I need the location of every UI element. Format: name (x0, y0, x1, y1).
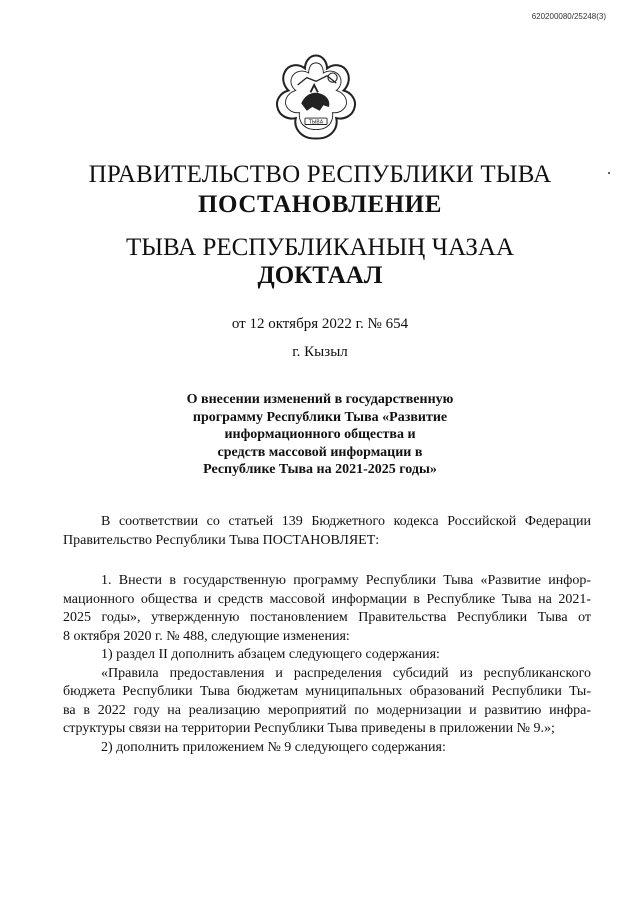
quote-line: структуры связи на территории Республики Тыва приведены в приложении № 9.»; (63, 721, 555, 736)
subject-line: программу Республики Тыва «Развитие (192, 409, 448, 425)
document-id: 620200080/25248(3) (531, 12, 606, 21)
paragraph-line: Правительство Республики Тыва ПОСТАНОВЛЯЕТ: (63, 532, 380, 548)
quote-line: бюджета Республики Тыва бюджетам муниципальных образований Республики Ты- (63, 684, 591, 699)
decree-title: ПОСТАНОВЛЕНИЕ (197, 191, 443, 218)
subject-line: О внесении изменений в государственную (186, 392, 454, 407)
decree-title-tyva: ДОКТААЛ (257, 262, 383, 289)
government-title-tyva: ТЫВА РЕСПУБЛИКАНЫҢ ЧАЗАА (125, 234, 515, 261)
emblem-label: ТЫВА (308, 119, 324, 126)
subject-line: Республике Тыва на 2021-2025 годы» (203, 462, 437, 477)
paragraph-line: В соответствии со статьей 139 Бюджетного кодекса Российской Федерации (101, 514, 591, 529)
intro-paragraph (63, 513, 591, 550)
paragraph-line: 8 октября 2020 г. № 488, следующие изменения: (63, 628, 350, 644)
tyva-emblem-icon (270, 50, 362, 142)
quote-line: ва в 2022 году на реализацию мероприятий по модернизации и развитию инфра- (63, 702, 591, 718)
subject-line: средств массовой информации в (217, 444, 423, 460)
decree-subject (140, 391, 500, 479)
sub-item-2: 2) дополнить приложением № 9 следующего содержания: (101, 739, 446, 755)
sub-item-1: 1) раздел II дополнить абзацем следующего содержания: (101, 647, 440, 662)
paragraph-line: мационного общества и средств массовой информации в Республике Тыва на 2021- (63, 591, 591, 607)
subject-line: информационного общества и (224, 427, 416, 442)
paragraph-line: 1. Внести в государственную программу Республики Тыва «Развитие инфор- (101, 573, 591, 588)
government-title: ПРАВИТЕЛЬСТВО РЕСПУБЛИКИ ТЫВА (88, 161, 552, 188)
paragraph-line: 2025 годы», утвержденную постановлением Правительства Республики Тыва от (63, 610, 591, 625)
decree-city: г. Кызыл (292, 344, 348, 360)
quote-line: «Правила предоставления и распределения субсидий из республиканского (101, 665, 591, 681)
decree-items (63, 572, 591, 757)
decree-date-number: от 12 октября 2022 г. № 654 (231, 316, 409, 332)
